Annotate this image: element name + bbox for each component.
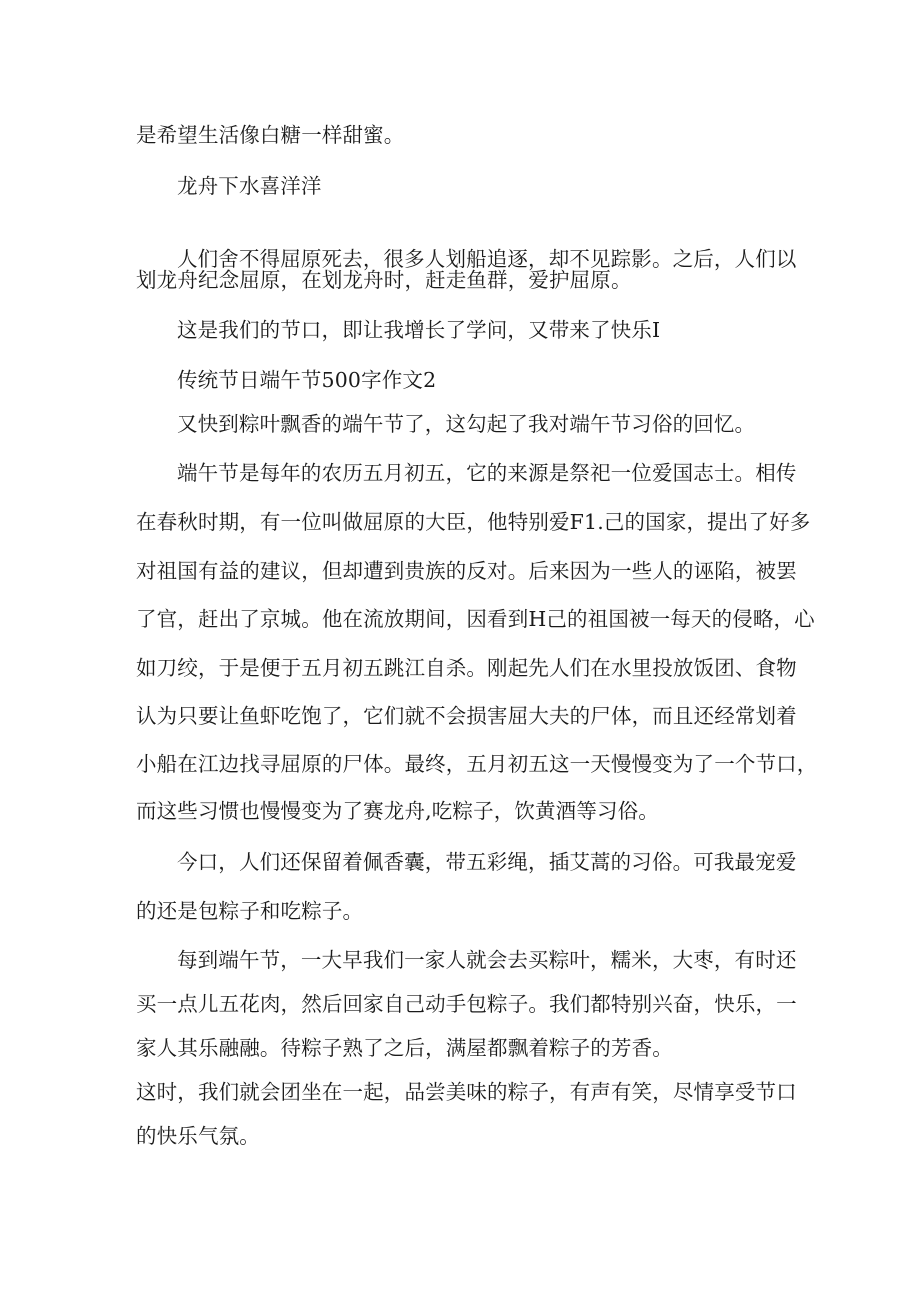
- paragraph-line: 划龙舟纪念屈原，在划龙舟时，赶走鱼群，爱护屈原。: [136, 268, 632, 292]
- article-title: 传统节日端午节500字作文2: [177, 368, 437, 392]
- paragraph-line: 在春秋时期，有一位叫做屈原的大臣，他特别爱F1.己的国家，提出了好多: [136, 510, 811, 534]
- paragraph-line: 小船在江边找寻屈原的尸体。最终，五月初五这一天慢慢变为了一个节口，: [136, 752, 818, 776]
- paragraph-line: 而这些习惯也慢慢变为了赛龙舟,吃粽子，饮黄酒等习俗。: [136, 799, 659, 823]
- paragraph-line: 对祖国有益的建议，但却遭到贵族的反对。后来因为一些人的诬陷，被罢: [136, 559, 797, 583]
- paragraph-line: 这是我们的节口，即让我增长了学问，又带来了快乐I: [177, 318, 661, 342]
- paragraph-line: 每到端午节，一大早我们一家人就会去买粽叶，糯米，大枣，有时还: [177, 948, 797, 972]
- paragraph-line: 如刀绞，于是便于五月初五跳江自杀。刚起先人们在水里投放饭团、食物: [136, 656, 797, 680]
- paragraph-line: 又快到粽叶飘香的端午节了，这勾起了我对端午节习俗的回忆。: [177, 412, 756, 436]
- paragraph-line: 家人其乐融融。待粽子熟了之后，满屋都飘着粽子的芳香。: [136, 1036, 673, 1060]
- paragraph-line: 买一点儿五花肉，然后回家自己动手包粽子。我们都特别兴奋，快乐，一: [136, 992, 797, 1016]
- section-heading: 龙舟下水喜洋洋: [177, 174, 322, 198]
- paragraph-line: 的还是包粽子和吃粽子。: [136, 899, 364, 923]
- paragraph-line: 这时，我们就会团坐在一起，品尝美味的粽子，有声有笑，尽情享受节口: [136, 1080, 797, 1104]
- paragraph-line: 了官，赶出了京城。他在流放期间，因看到H己的祖国被一每天的侵略，心: [136, 607, 815, 631]
- paragraph-line: 的快乐气氛。: [136, 1124, 260, 1148]
- paragraph-line: 端午节是每年的农历五月初五，它的来源是祭祀一位爱国志士。相传: [177, 461, 797, 485]
- paragraph-line: 认为只要让鱼虾吃饱了，它们就不会损害屈大夫的尸体，而且还经常划着: [136, 704, 797, 728]
- paragraph-line: 是希望生活像白糖一样甜蜜。: [136, 123, 405, 147]
- paragraph-line: 人们舍不得屈原死去，很多人划船追逐，却不见踪影。之后，人们以: [177, 247, 797, 271]
- paragraph-line: 今口，人们还保留着佩香囊，带五彩绳，插艾蒿的习俗。可我最宠爱: [177, 850, 797, 874]
